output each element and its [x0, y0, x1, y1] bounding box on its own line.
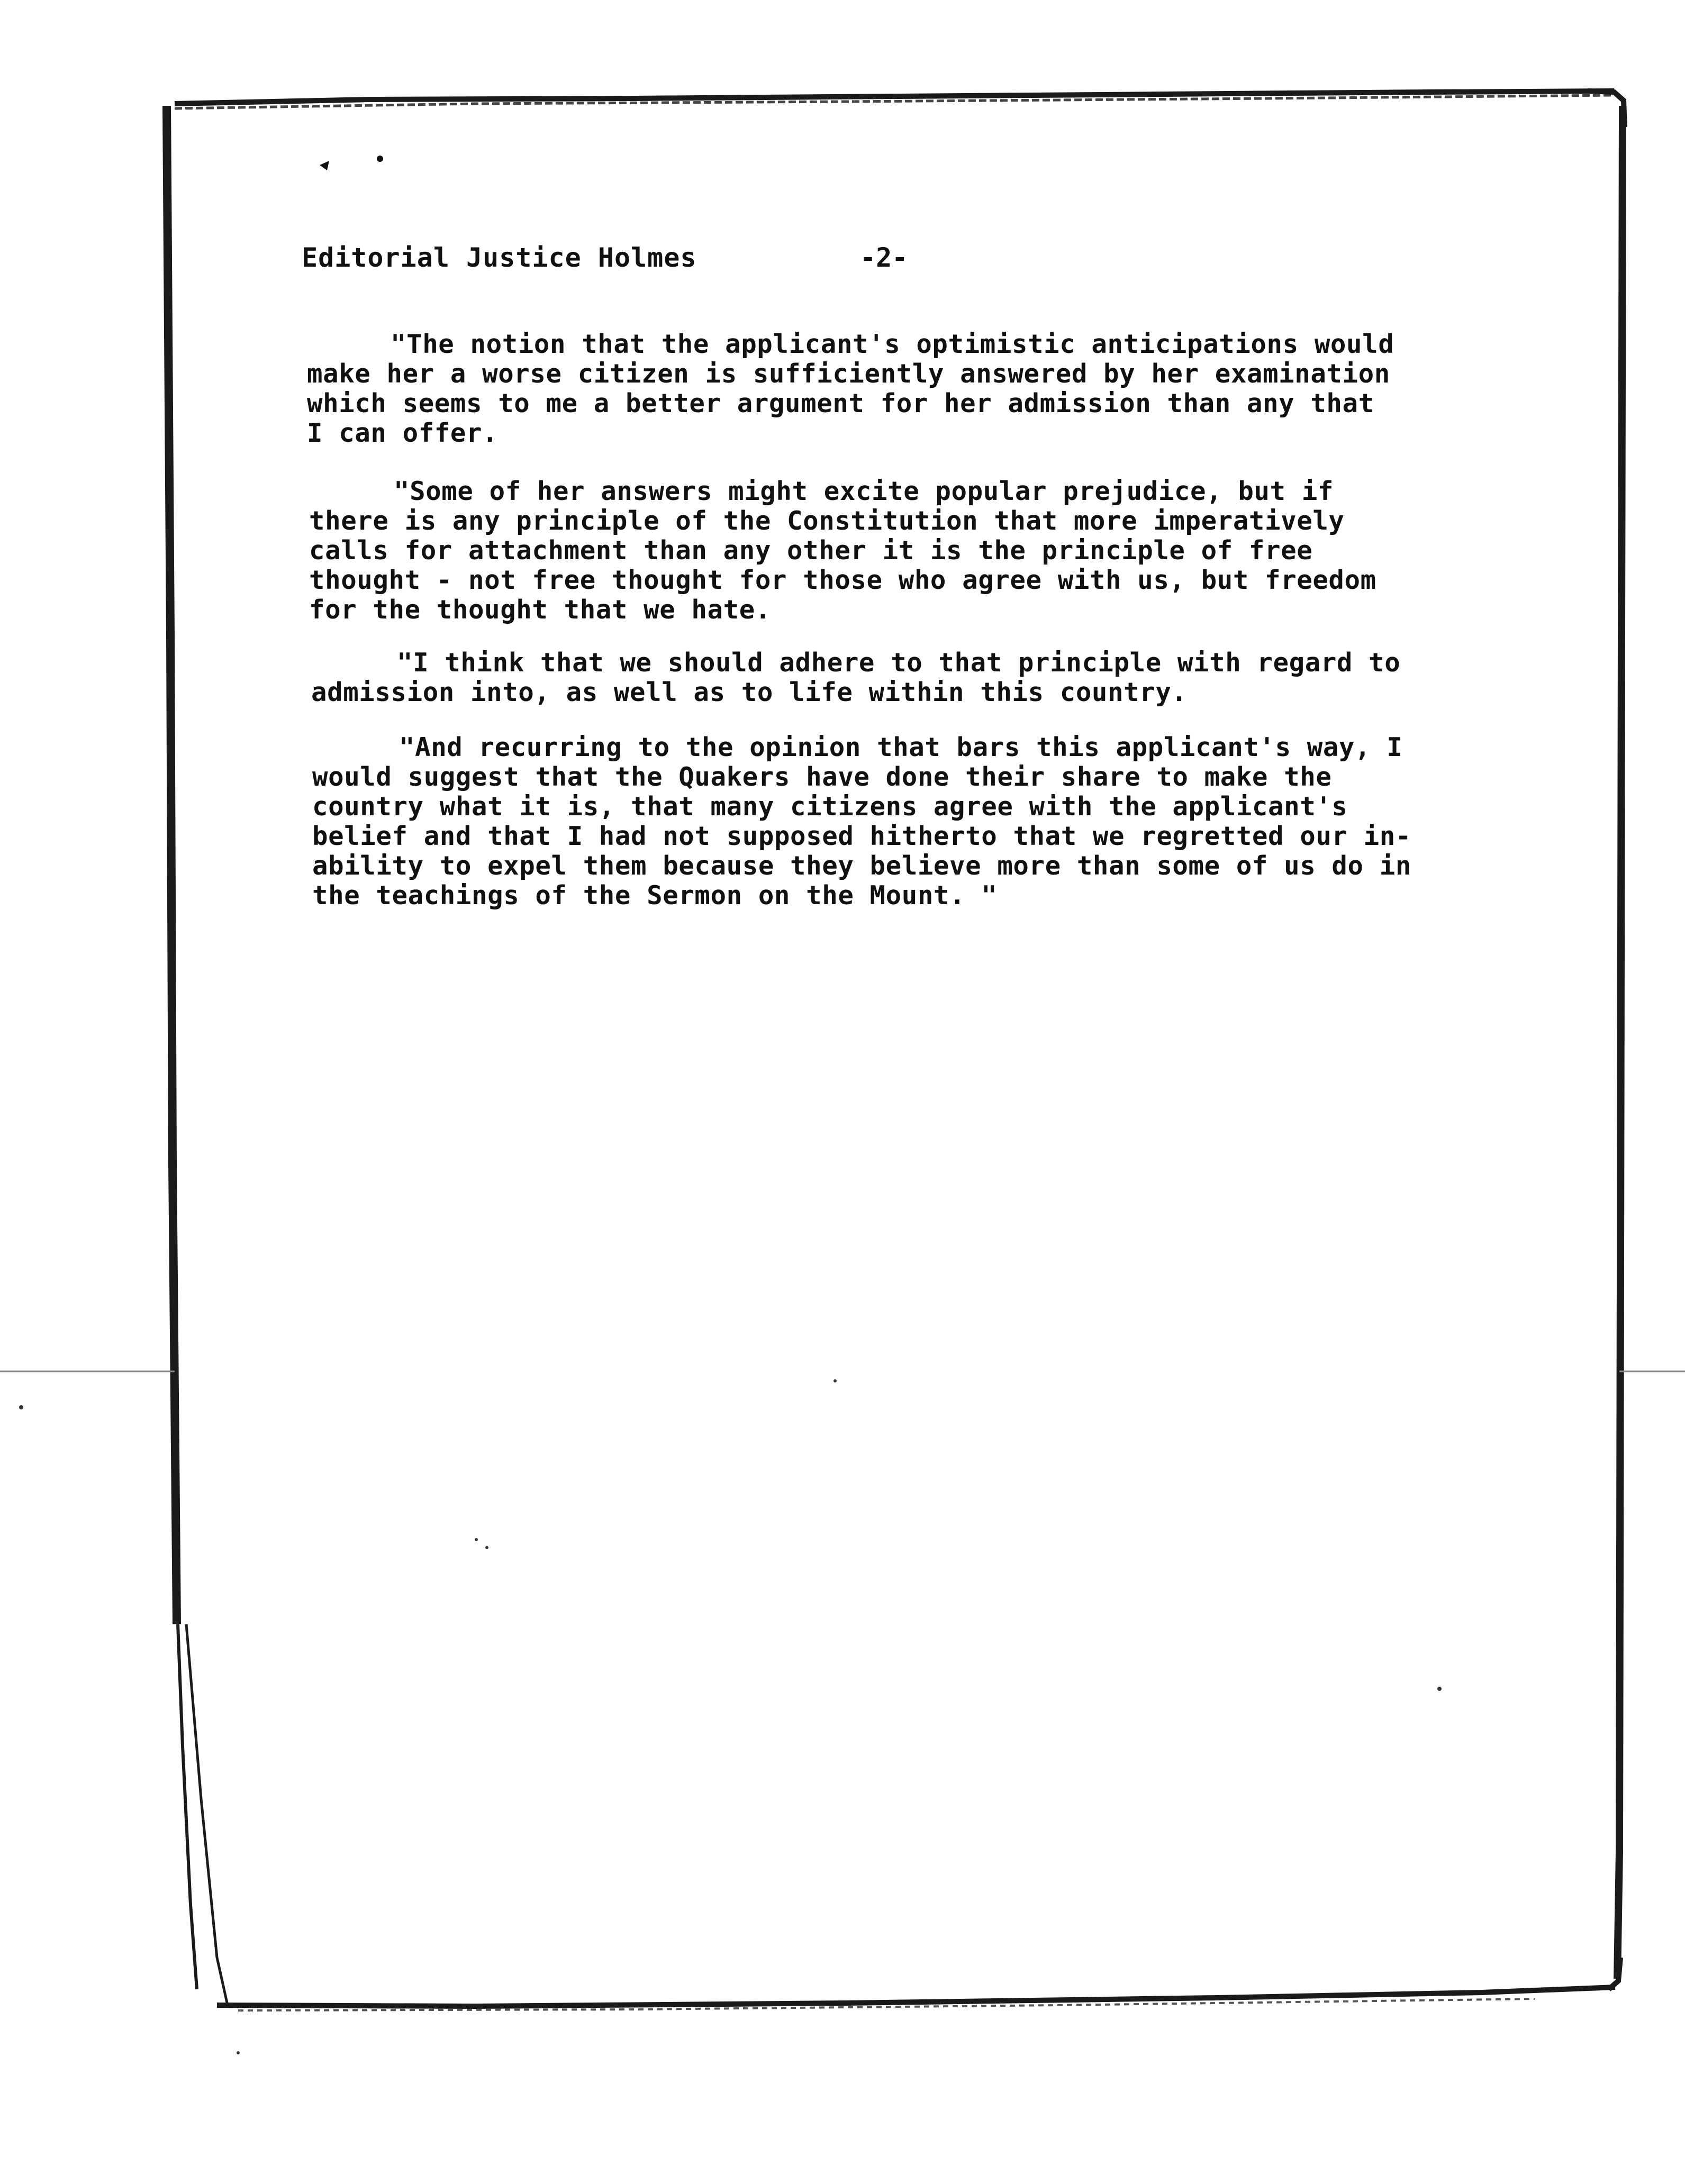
- text-line: would suggest that the Quakers have done their share to make the: [312, 762, 1332, 792]
- text-line: make her a worse citizen is sufficiently answered by her examination: [307, 359, 1390, 389]
- text-line: "I think that we should adhere to that principle with regard to: [397, 648, 1401, 678]
- text-line: "Some of her answers might excite popular prejudice, but if: [394, 476, 1334, 506]
- text-line: admission into, as well as to life within this country.: [311, 677, 1188, 707]
- text-line: country what it is, that many citizens agree with the applicant's: [312, 791, 1348, 822]
- text-line: "The notion that the applicant's optimistic anticipations would: [391, 329, 1394, 359]
- text-line: calls for attachment than any other it is the principle of free: [309, 535, 1313, 566]
- document-header-title: Editorial Justice Holmes: [302, 242, 697, 273]
- text-line: there is any principle of the Constitution that more imperatively: [309, 506, 1345, 536]
- text-line: belief and that I had not supposed hitherto that we regretted our in-: [312, 821, 1411, 851]
- text-line: the teachings of the Sermon on the Mount. ": [312, 880, 998, 911]
- text-line: I can offer.: [307, 418, 499, 448]
- text-line: for the thought that we hate.: [309, 595, 771, 625]
- text-line: thought - not free thought for those who agree with us, but freedom: [309, 565, 1376, 595]
- text-line: ability to expel them because they believe more than some of us do in: [312, 851, 1411, 881]
- page-number: -2-: [860, 242, 908, 273]
- text-line: which seems to me a better argument for her admission than any that: [307, 388, 1374, 418]
- text-line: "And recurring to the opinion that bars this applicant's way, I: [399, 732, 1403, 762]
